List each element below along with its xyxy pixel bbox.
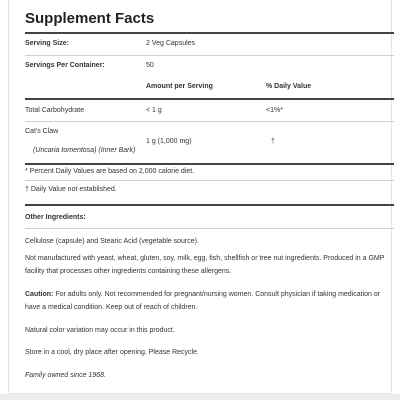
other-ingredients-heading: Other Ingredients: [25, 214, 86, 221]
row-amount: < 1 g [146, 107, 162, 114]
natural-color-note: Natural color variation may occur in this product. [25, 327, 175, 334]
amount-per-serving-header: Amount per Serving [146, 83, 213, 90]
row-divider [25, 121, 394, 122]
ingredients-list: Cellulose (capsule) and Stearic Acid (vegetable source). [25, 238, 199, 245]
servings-per-container-label: Servings Per Container: [25, 62, 105, 69]
serving-size-label: Serving Size: [25, 40, 69, 47]
servings-per-container-value: 50 [146, 62, 154, 69]
allergen-statement: Not manufactured with yeast, wheat, gluten, soy, milk, egg, fish, shellfish or tree nut ingredients. Produced in a GMP facility that processes other ingredients containing these allergens. [25, 255, 385, 275]
family-owned-note: Family owned since 1968. [25, 372, 106, 379]
table-header-divider [25, 98, 394, 100]
table-bottom-divider [25, 163, 394, 165]
divider [25, 228, 394, 229]
row-name: Cat's Claw [25, 128, 59, 135]
page-bottom-band [0, 394, 400, 400]
storage-note: Store in a cool, dry place after opening. Please Recycle. [25, 349, 199, 356]
footnote-bottom-divider [25, 204, 394, 206]
divider [25, 55, 394, 56]
daily-value-header: % Daily Value [266, 83, 312, 90]
caution-label: Caution: [25, 291, 54, 298]
serving-size-value: 2 Veg Capsules [146, 40, 196, 47]
row-daily-value: † [271, 138, 275, 145]
supplement-facts-panel [8, 0, 392, 394]
row-amount: 1 g (1,000 mg) [146, 138, 192, 145]
title-divider [25, 32, 394, 34]
dagger-footnote: † Daily Value not established. [25, 186, 117, 193]
caution-text: For adults only. Not recommended for pregnant/nursing women. Consult physician if taking medication or have a medical condition. Keep out of reach of children. [25, 291, 381, 311]
row-name: Total Carbohydrate [25, 107, 85, 114]
row-subname: (Uncaria tomentosa) (Inner Bark) [33, 147, 136, 154]
panel-title: Supplement Facts [25, 10, 155, 27]
divider [25, 180, 394, 181]
percent-dv-footnote: * Percent Daily Values are based on 2,000 calorie diet. [25, 168, 195, 175]
caution-statement [25, 289, 394, 314]
row-daily-value: <1%* [266, 107, 283, 114]
